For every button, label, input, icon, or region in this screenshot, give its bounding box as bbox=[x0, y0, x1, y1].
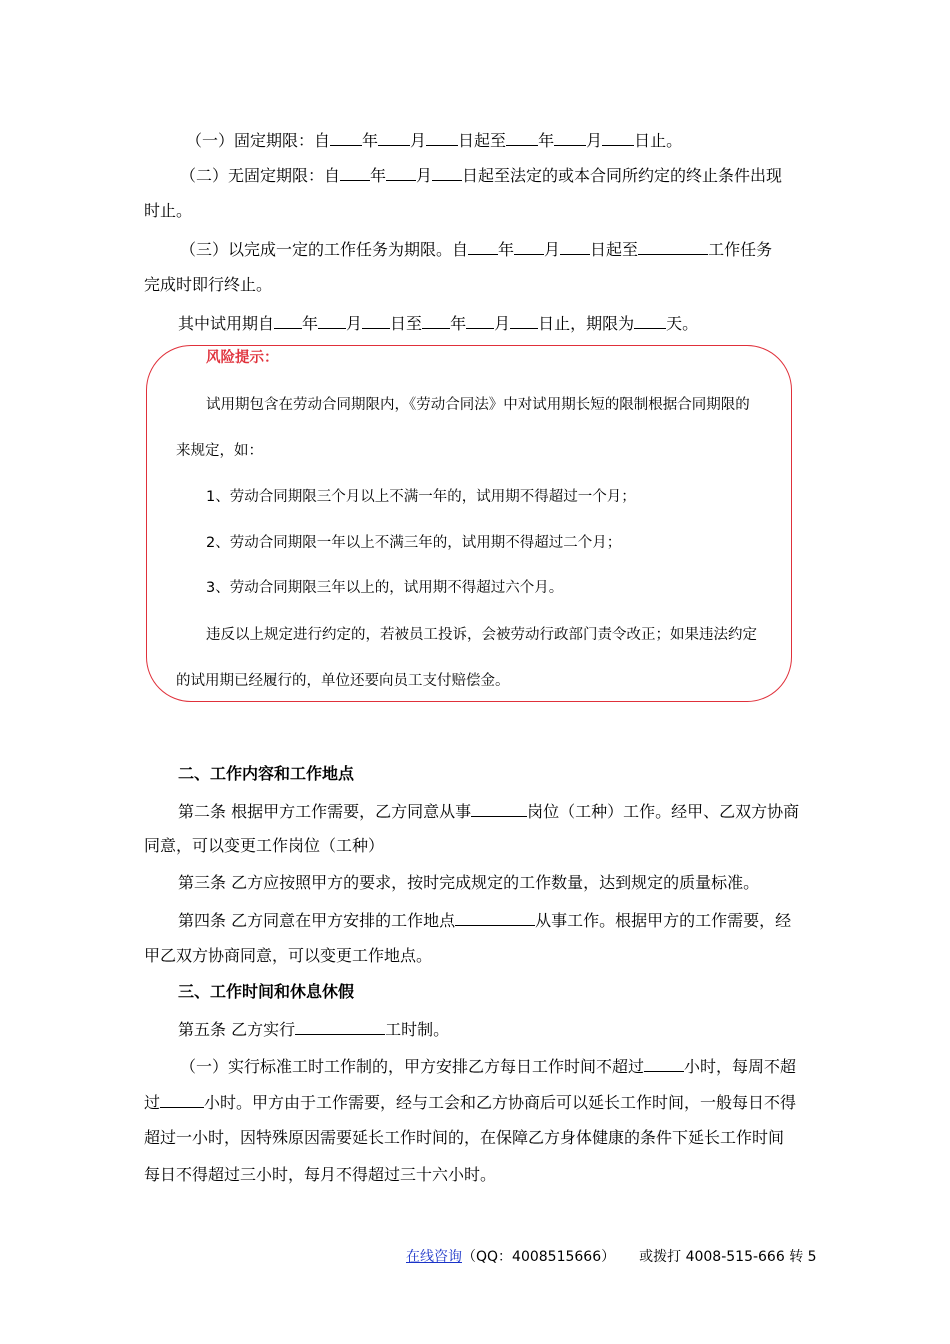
days-blank bbox=[634, 312, 666, 329]
location-blank bbox=[455, 909, 535, 926]
article-2-cont: 同意，可以变更工作岗位（工种） bbox=[144, 836, 385, 855]
risk-paragraph-1: 试用期包含在劳动合同期限内，《劳动合同法》中对试用期长短的限制根据合同期限的 bbox=[206, 397, 750, 413]
text: 岗位（工种）工作。经甲、乙双方协商 bbox=[527, 802, 800, 821]
text: 工作任务 bbox=[708, 240, 773, 259]
task-term-cont: 完成时即行终止。 bbox=[144, 275, 273, 294]
risk-item-2: 2、劳动合同期限一年以上不满三年的，试用期不得超过二个月； bbox=[206, 535, 622, 551]
text: 日止，期限为 bbox=[538, 314, 635, 333]
year-blank bbox=[422, 312, 450, 329]
probation-line bbox=[178, 312, 698, 334]
day-blank bbox=[432, 164, 462, 181]
text: 工时制。 bbox=[385, 1020, 450, 1039]
section-2-heading: 二、工作内容和工作地点 bbox=[178, 764, 355, 783]
article-4-cont: 甲乙双方协商同意，可以变更工作地点。 bbox=[144, 946, 433, 965]
text: 月 bbox=[346, 314, 363, 333]
risk-paragraph-2: 违反以上规定进行约定的，若被员工投诉，会被劳动行政部门责令改正；如果违法约定 bbox=[206, 627, 757, 643]
text: 月 bbox=[494, 314, 511, 333]
risk-paragraph-2-cont: 的试用期已经履行的，单位还要向员工支付赔偿金。 bbox=[176, 673, 510, 689]
risk-title: 风险提示： bbox=[206, 350, 279, 366]
text: 日至 bbox=[390, 314, 423, 333]
daily-hours-blank bbox=[644, 1055, 684, 1072]
text: 第二条 根据甲方工作需要，乙方同意从事 bbox=[178, 802, 472, 821]
nonfixed-term-cont: 时止。 bbox=[144, 201, 193, 220]
year-blank bbox=[468, 238, 498, 255]
text: 日止。 bbox=[634, 131, 683, 150]
risk-paragraph-1-cont: 来规定，如： bbox=[176, 443, 263, 459]
text: 过 bbox=[144, 1093, 161, 1112]
month-blank bbox=[514, 238, 544, 255]
month-blank bbox=[466, 312, 494, 329]
text: 月 bbox=[416, 166, 433, 185]
text: （一）固定期限：自 bbox=[186, 131, 331, 150]
position-blank bbox=[471, 800, 527, 817]
footer-qq: （QQ：4008515666） bbox=[462, 1249, 616, 1265]
text: 其中试用期自 bbox=[178, 314, 275, 333]
text: 年 bbox=[362, 131, 379, 150]
text: 月 bbox=[410, 131, 427, 150]
month-blank bbox=[386, 164, 416, 181]
fixed-term-line bbox=[186, 129, 682, 151]
month-blank bbox=[318, 312, 346, 329]
standard-hours-line-1 bbox=[180, 1055, 796, 1077]
day-blank bbox=[560, 238, 590, 255]
weekly-hours-blank bbox=[160, 1091, 204, 1108]
article-5-line bbox=[178, 1018, 449, 1040]
year-blank bbox=[506, 129, 538, 146]
footer bbox=[406, 1246, 817, 1266]
text: 日起至 bbox=[458, 131, 507, 150]
article-2-line bbox=[178, 800, 799, 822]
year-blank bbox=[274, 312, 302, 329]
text: 年 bbox=[370, 166, 387, 185]
online-consult-link[interactable]: 在线咨询 bbox=[406, 1249, 462, 1265]
article-4-line bbox=[178, 909, 791, 931]
year-blank bbox=[330, 129, 362, 146]
article-3: 第三条 乙方应按照甲方的要求，按时完成规定的工作数量，达到规定的质量标准。 bbox=[178, 873, 760, 892]
task-term-line bbox=[180, 238, 772, 260]
text: 从事工作。根据甲方的工作需要，经 bbox=[535, 911, 792, 930]
standard-hours-line-2 bbox=[144, 1091, 796, 1113]
text: 第四条 乙方同意在甲方安排的工作地点 bbox=[178, 911, 456, 930]
text: （三）以完成一定的工作任务为期限。自 bbox=[180, 240, 469, 259]
text: 小时。甲方由于工作需要，经与工会和乙方协商后可以延长工作时间，一般每日不得 bbox=[204, 1093, 797, 1112]
hours-system-blank bbox=[295, 1018, 385, 1035]
text: （一）实行标准工时工作制的，甲方安排乙方每日工作时间不超过 bbox=[180, 1057, 645, 1076]
month-blank bbox=[554, 129, 586, 146]
text: （二）无固定期限：自 bbox=[180, 166, 341, 185]
text: 年 bbox=[302, 314, 319, 333]
text: 第五条 乙方实行 bbox=[178, 1020, 296, 1039]
text: 月 bbox=[586, 131, 603, 150]
text: 日起至 bbox=[590, 240, 639, 259]
text: 日起至法定的或本合同所约定的终止条件出现 bbox=[462, 166, 783, 185]
day-blank bbox=[602, 129, 634, 146]
year-blank bbox=[340, 164, 370, 181]
section-3-heading: 三、工作时间和休息休假 bbox=[178, 982, 355, 1001]
text: 月 bbox=[544, 240, 561, 259]
standard-hours-line-4: 每日不得超过三小时，每月不得超过三十六小时。 bbox=[144, 1165, 497, 1184]
footer-phone: 或拨打 4008-515-666 转 5 bbox=[639, 1249, 817, 1265]
risk-item-1: 1、劳动合同期限三个月以上不满一年的，试用期不得超过一个月； bbox=[206, 489, 636, 505]
text: 年 bbox=[450, 314, 467, 333]
month-blank bbox=[378, 129, 410, 146]
text: 天。 bbox=[666, 314, 699, 333]
standard-hours-line-3: 超过一小时，因特殊原因需要延长工作时间的，在保障乙方身体健康的条件下延长工作时间 bbox=[144, 1128, 785, 1147]
text: 年 bbox=[538, 131, 555, 150]
day-blank bbox=[362, 312, 390, 329]
text: 小时，每周不超 bbox=[684, 1057, 797, 1076]
day-blank bbox=[426, 129, 458, 146]
nonfixed-term-line bbox=[180, 164, 782, 186]
risk-item-3: 3、劳动合同期限三年以上的，试用期不得超过六个月。 bbox=[206, 580, 564, 596]
text: 年 bbox=[498, 240, 515, 259]
task-blank bbox=[638, 238, 708, 255]
day-blank bbox=[510, 312, 538, 329]
